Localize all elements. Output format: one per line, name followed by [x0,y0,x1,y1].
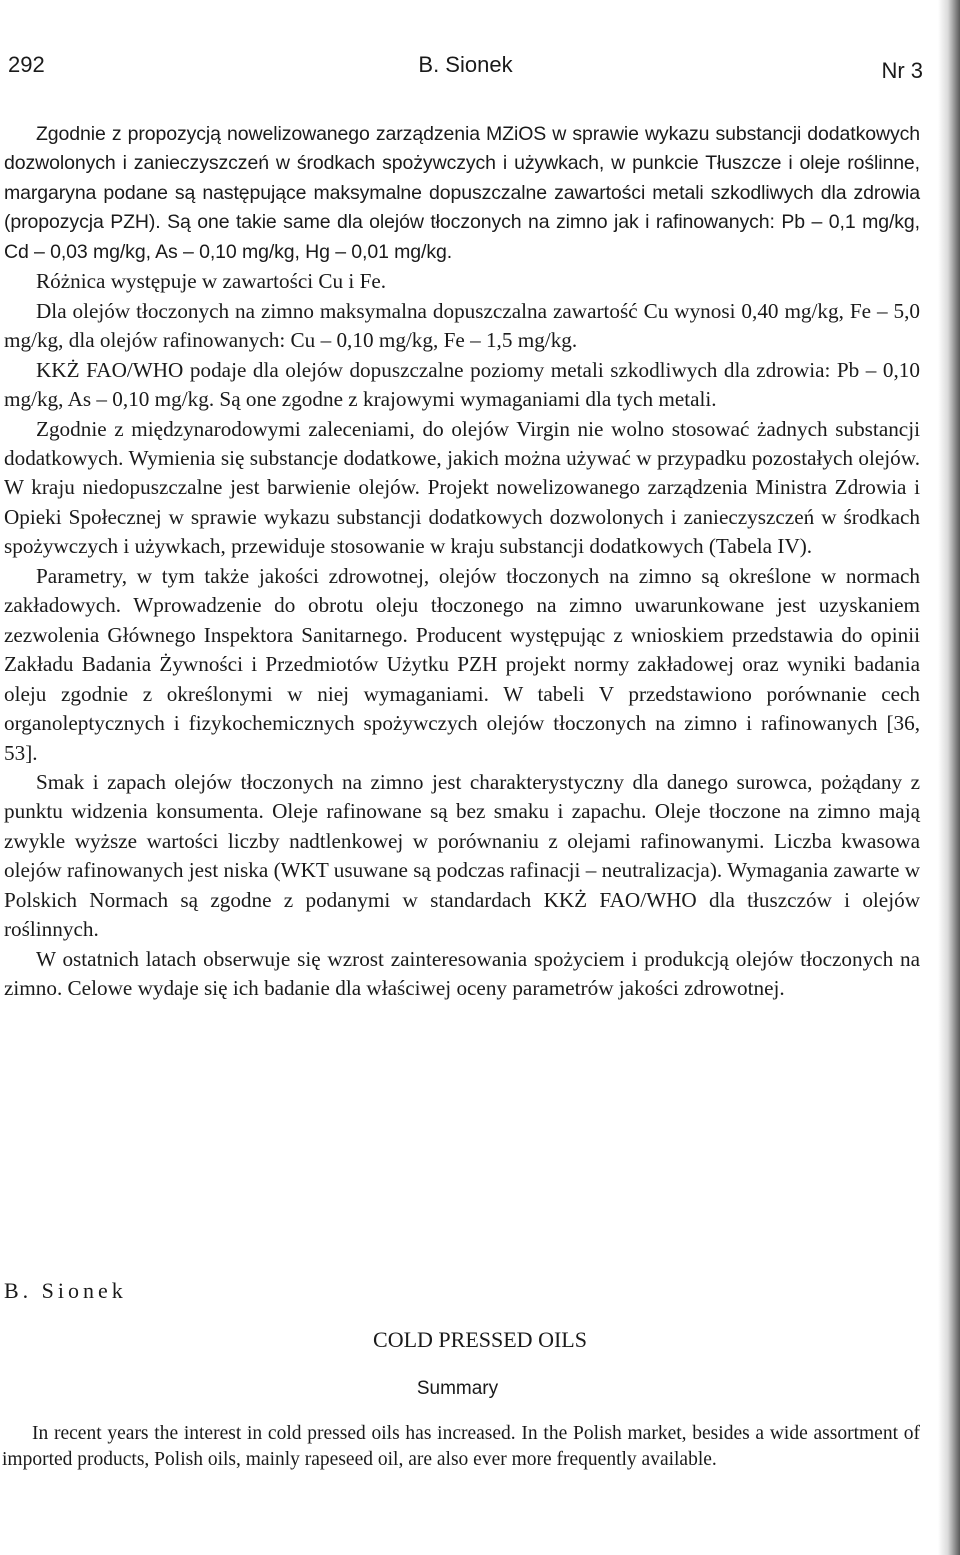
running-author: B. Sionek [418,52,513,77]
paragraph: Smak i zapach olejów tłoczonych na zimno jest charakterystyczny dla danego surowca, pożądany z punktu widzenia konsumenta. Oleje rafinowane są bez smaku i zapachu. Oleje tłoczone na zimno mają zwykle wyższe wartości liczby nadtlenkowej w porównaniu z olejami rafinowanymi. Liczba kwasowa olejów rafinowanych jest niska (WKT usuwane są podczas rafinacji – neutralizacja). Wymagania zawarte w Polskich Normach są zgodne z podanymi w standardach KKŻ FAO/WHO dla tłuszczów i olejów roślinnych. [4,769,920,942]
running-header [8,52,923,86]
paragraph: W ostatnich latach obserwuje się wzrost zainteresowania spożyciem i produkcją olejów tłoczonych na zimno. Celowe wydaje się ich badanie dla właściwej oceny parametrów jakości zdrowotnej. [4,946,920,1001]
paragraph: KKŻ FAO/WHO podaje dla olejów dopuszczalne poziomy metali szkodliwych dla zdrowia: Pb – 0,10 mg/kg, As – 0,10 mg/kg. Są one zgodne z krajowymi wymaganiami dla tych metali. [4,357,920,412]
paragraph: Dla olejów tłoczonych na zimno maksymalna dopuszczalna zawartość Cu wynosi 0,40 mg/kg, Fe – 5,0 mg/kg, dla olejów rafinowanych: Cu – 0,10 mg/kg, Fe – 1,5 mg/kg. [4,298,920,353]
author-signature: B. Sionek [4,1278,127,1303]
issue-number: Nr 3 [881,58,923,83]
paragraph: Różnica występuje w zawartości Cu i Fe. [36,269,387,294]
article-body [4,120,920,1004]
english-title: COLD PRESSED OILS [373,1327,587,1352]
paragraph: Zgodnie z propozycją nowelizowanego zarządzenia MZiOS w sprawie wykazu substancji dodatkowych dozwolonych i zanieczyszczeń w środkach spożywczych i używkach, w punkcie Tłuszcze i oleje roślinne, margaryna podane są następujące maksymalne dopuszczalne zawartości metali szkodliwych dla zdrowia (propozycja PZH). Są one takie same dla olejów tłoczonych na zimno jak i rafinowanych: Pb – 0,1 mg/kg, Cd – 0,03 mg/kg, As – 0,10 mg/kg, Hg – 0,01 mg/kg. [4,123,920,263]
summary-body [2,1421,920,1473]
summary-paragraph: In recent years the interest in cold pressed oils has increased. In the Polish market, besides a wide assortment of imported products, Polish oils, mainly rapeseed oil, are also ever more frequently available. [2,1423,920,1470]
summary-heading: Summary [416,1378,499,1399]
paragraph: Parametry, w tym także jakości zdrowotnej, olejów tłoczonych na zimno są określone w normach zakładowych. Wprowadzenie do obrotu oleju tłoczonego na zimno uwarunkowane jest uzyskaniem zezwolenia Głównego Inspektora Sanitarnego. Producent występując z wnioskiem przedstawia do opinii Zakładu Badania Żywności i Przedmiotów Użytku PZH projekt normy zakładowej oraz wyniki badania oleju zgodnie z określonymi w niej wymaganiami. W tabeli V przedstawiono porównanie cech organoleptycznych i fizykochemicznych spożywczych olejów tłoczonych na zimno i rafinowanych [36, 53]. [4,563,920,765]
page-edge-shadow [938,0,960,1555]
paragraph: Zgodnie z międzynarodowymi zaleceniami, do olejów Virgin nie wolno stosować żadnych substancji dodatkowych. Wymienia się substancje dodatkowe, jakich można używać w przypadku pozostałych olejów. W kraju niedopuszczalne jest barwienie olejów. Projekt nowelizowanego zarządzenia Ministra Zdrowia i Opieki Społecznej w sprawie wykazu substancji dodatkowych dozwolonych i zanieczyszczeń w środkach spożywczych i używkach, przewiduje stosowanie w kraju substancji dodatkowych (Tabela IV). [4,416,920,559]
page-number: 292 [8,52,45,77]
